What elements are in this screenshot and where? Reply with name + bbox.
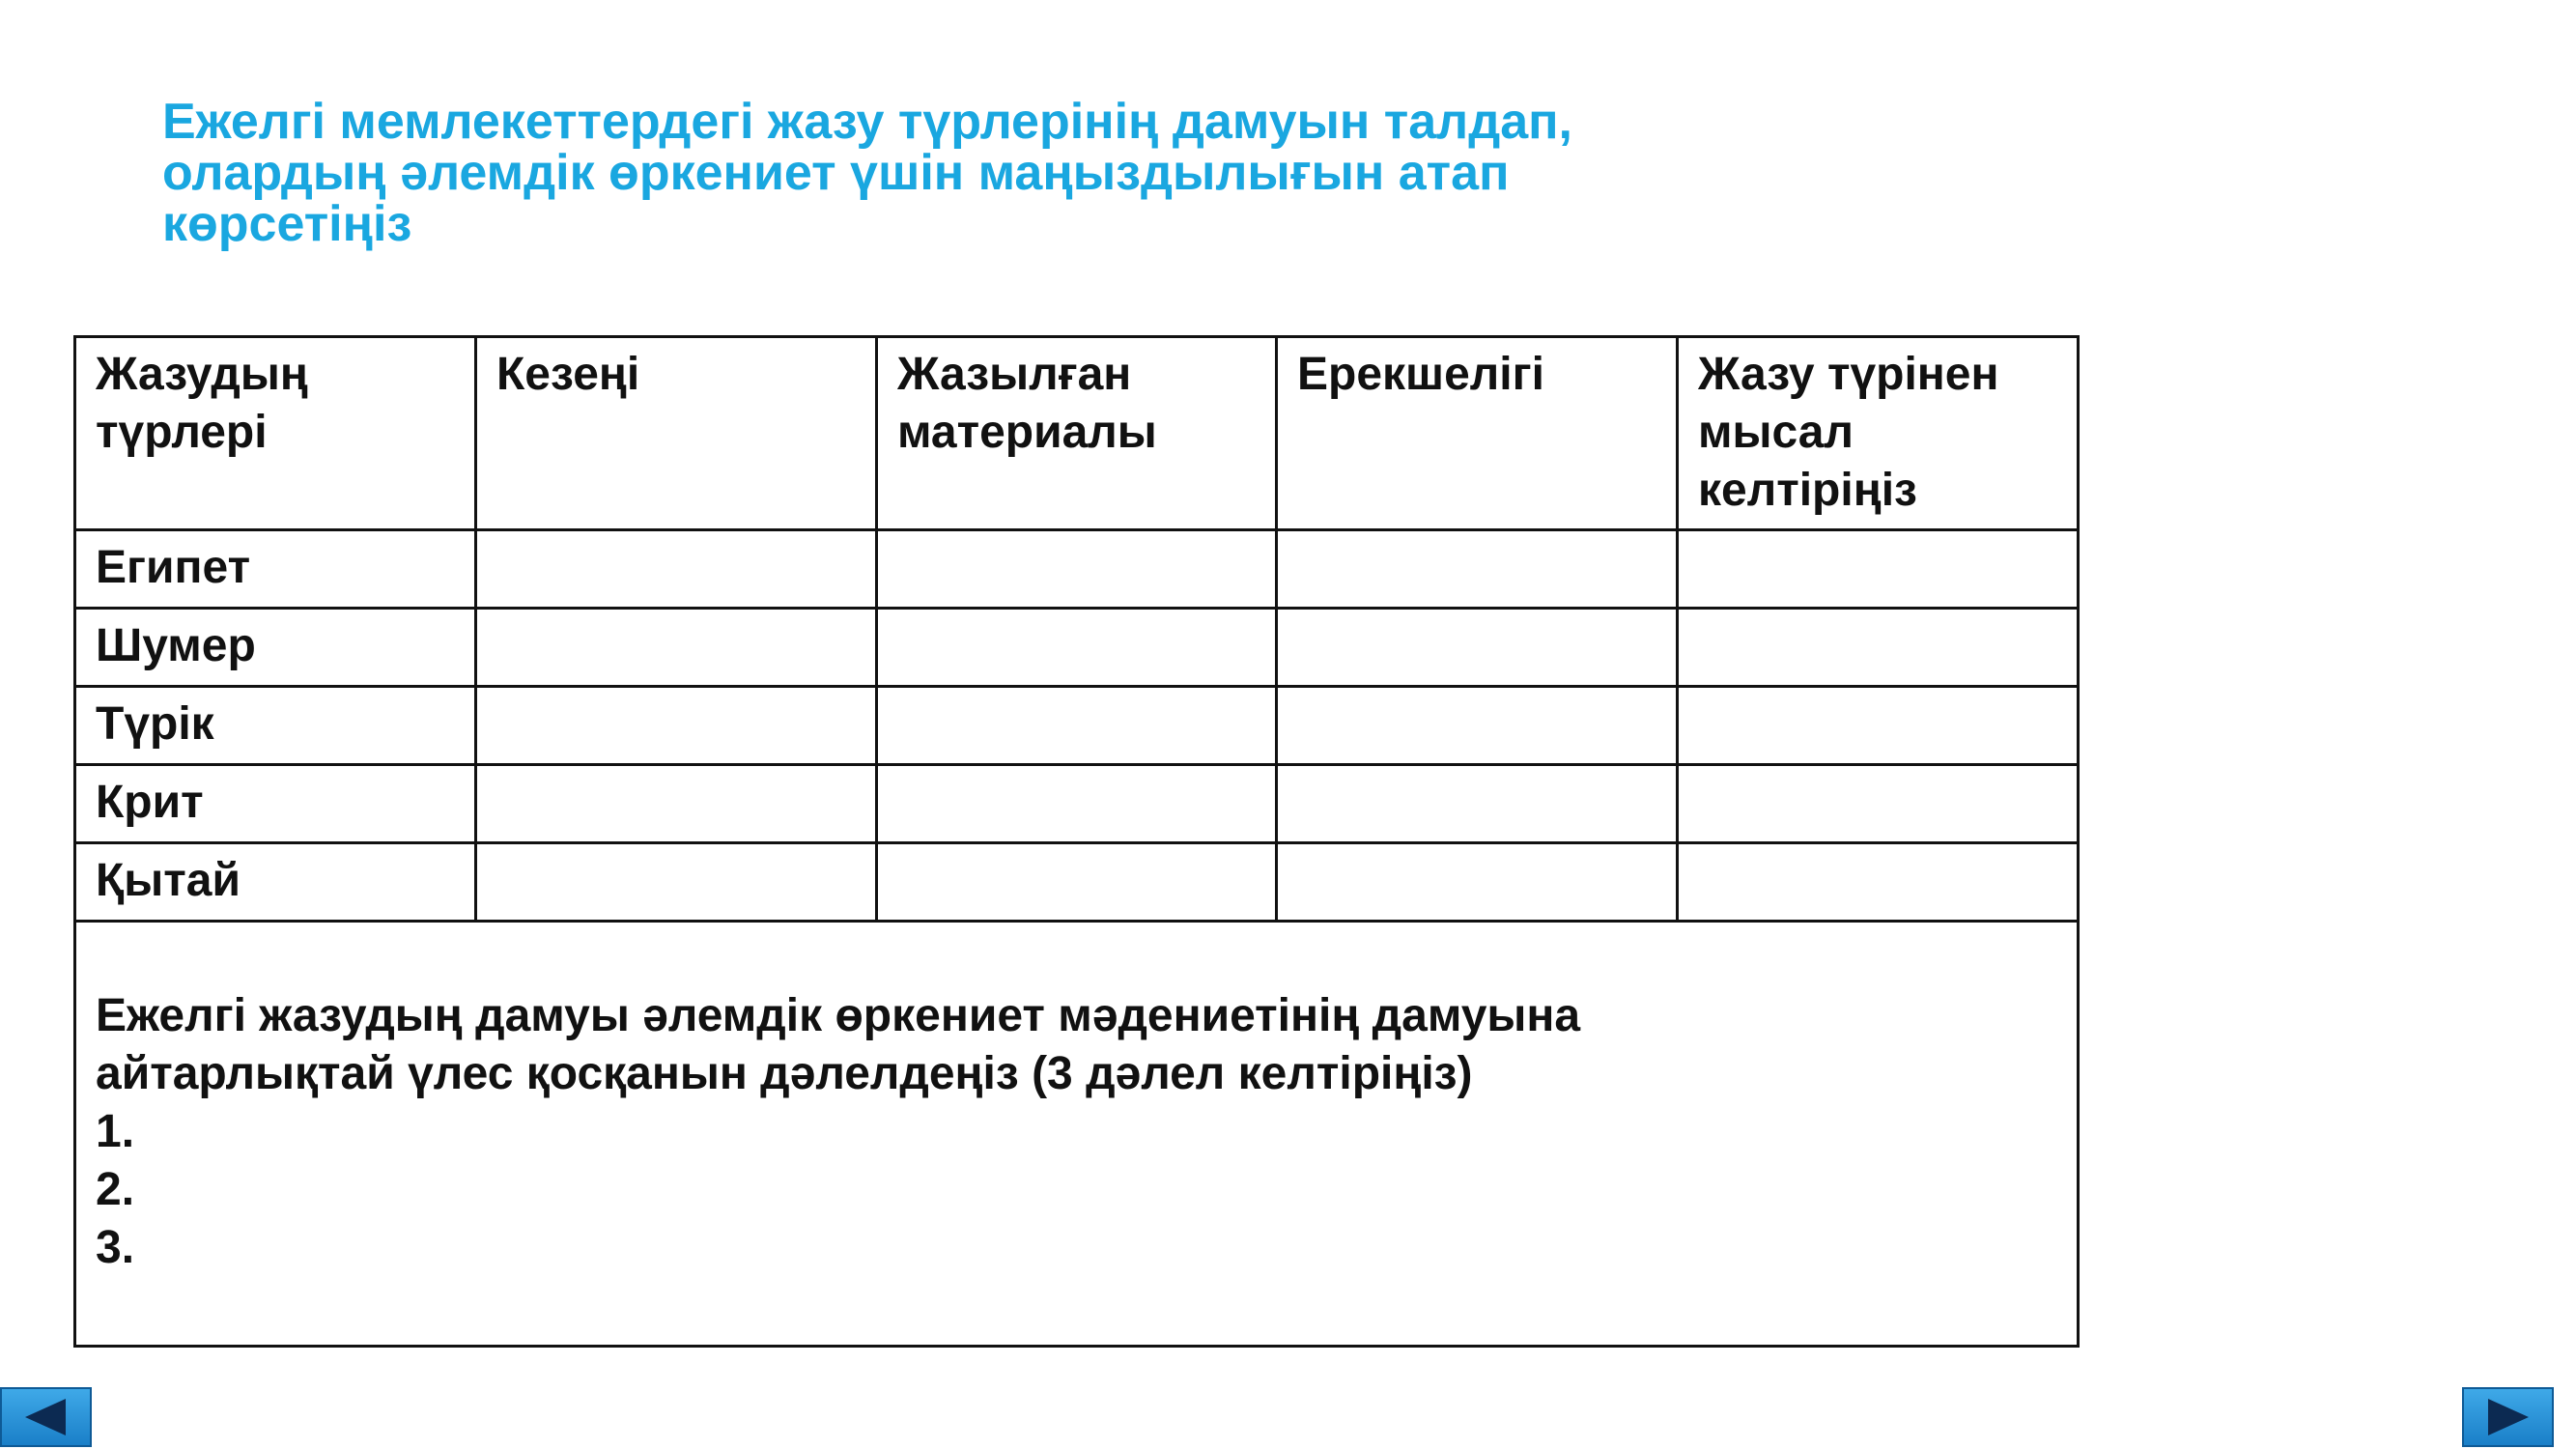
header-cell-period xyxy=(476,337,877,530)
header-text: Жазылған xyxy=(897,349,1132,400)
table-cell[interactable] xyxy=(877,609,1277,687)
table-row xyxy=(75,609,2079,687)
header-text: материалы xyxy=(897,407,1157,458)
title-line-2: олардың әлемдік өркениет үшін маңыздылығын атап xyxy=(162,145,1510,201)
table-cell[interactable] xyxy=(476,843,877,922)
header-cell-feature xyxy=(1277,337,1678,530)
row-label: Крит xyxy=(75,765,476,843)
table-row xyxy=(75,530,2079,609)
table-header-row xyxy=(75,337,2079,530)
table-cell[interactable] xyxy=(1277,609,1678,687)
writing-types-table xyxy=(73,335,2080,1348)
table-cell[interactable] xyxy=(1678,530,2079,609)
row-label: Египет xyxy=(75,530,476,609)
page-title xyxy=(162,94,1997,252)
header-cell-material xyxy=(877,337,1277,530)
row-label: Түрік xyxy=(75,687,476,765)
header-text: мысал xyxy=(1698,407,1854,458)
task-item-3: 3. xyxy=(96,1222,135,1273)
task-item-1: 1. xyxy=(96,1106,135,1157)
header-text: келтіріңіз xyxy=(1698,465,1917,516)
table-cell[interactable] xyxy=(877,530,1277,609)
table-cell[interactable] xyxy=(1277,765,1678,843)
table-cell[interactable] xyxy=(1277,687,1678,765)
header-text: Жазу түрінен xyxy=(1698,349,1999,400)
table-cell[interactable] xyxy=(1678,687,2079,765)
table-cell[interactable] xyxy=(1678,765,2079,843)
header-cell-types xyxy=(75,337,476,530)
triangle-right-icon xyxy=(2464,1389,2552,1445)
table-cell[interactable] xyxy=(877,843,1277,922)
table-cell[interactable] xyxy=(476,765,877,843)
task-cell[interactable] xyxy=(75,922,2079,1347)
next-slide-button[interactable] xyxy=(2462,1387,2554,1447)
table-cell[interactable] xyxy=(1277,843,1678,922)
table-cell[interactable] xyxy=(1277,530,1678,609)
table-cell[interactable] xyxy=(1678,843,2079,922)
table-cell[interactable] xyxy=(476,609,877,687)
header-text: түрлері xyxy=(96,407,268,458)
header-cell-example xyxy=(1678,337,2079,530)
task-text-line-2: айтарлықтай үлес қосқанын дәлелдеңіз (3 дәлел келтіріңіз) xyxy=(96,1048,1473,1099)
task-text-line-1: Ежелгі жазудың дамуы әлемдік өркениет мәдениетінің дамуына xyxy=(96,990,1581,1041)
task-item-2: 2. xyxy=(96,1164,135,1215)
triangle-left-icon xyxy=(2,1389,90,1445)
header-text: Жазудың xyxy=(96,349,308,400)
header-text: Ерекшелігі xyxy=(1297,349,1544,400)
table-cell[interactable] xyxy=(476,687,877,765)
previous-slide-button[interactable] xyxy=(0,1387,92,1447)
task-row xyxy=(75,922,2079,1347)
row-label: Қытай xyxy=(75,843,476,922)
title-line-1: Ежелгі мемлекеттердегі жазу түрлерінің дамуын талдап, xyxy=(162,94,1572,150)
table-row xyxy=(75,765,2079,843)
row-label: Шумер xyxy=(75,609,476,687)
table-cell[interactable] xyxy=(1678,609,2079,687)
title-line-3: көрсетіңіз xyxy=(162,196,412,252)
table-cell[interactable] xyxy=(476,530,877,609)
table-row xyxy=(75,687,2079,765)
table-cell[interactable] xyxy=(877,765,1277,843)
table-row xyxy=(75,843,2079,922)
header-text: Кезеңі xyxy=(496,349,640,400)
table-cell[interactable] xyxy=(877,687,1277,765)
